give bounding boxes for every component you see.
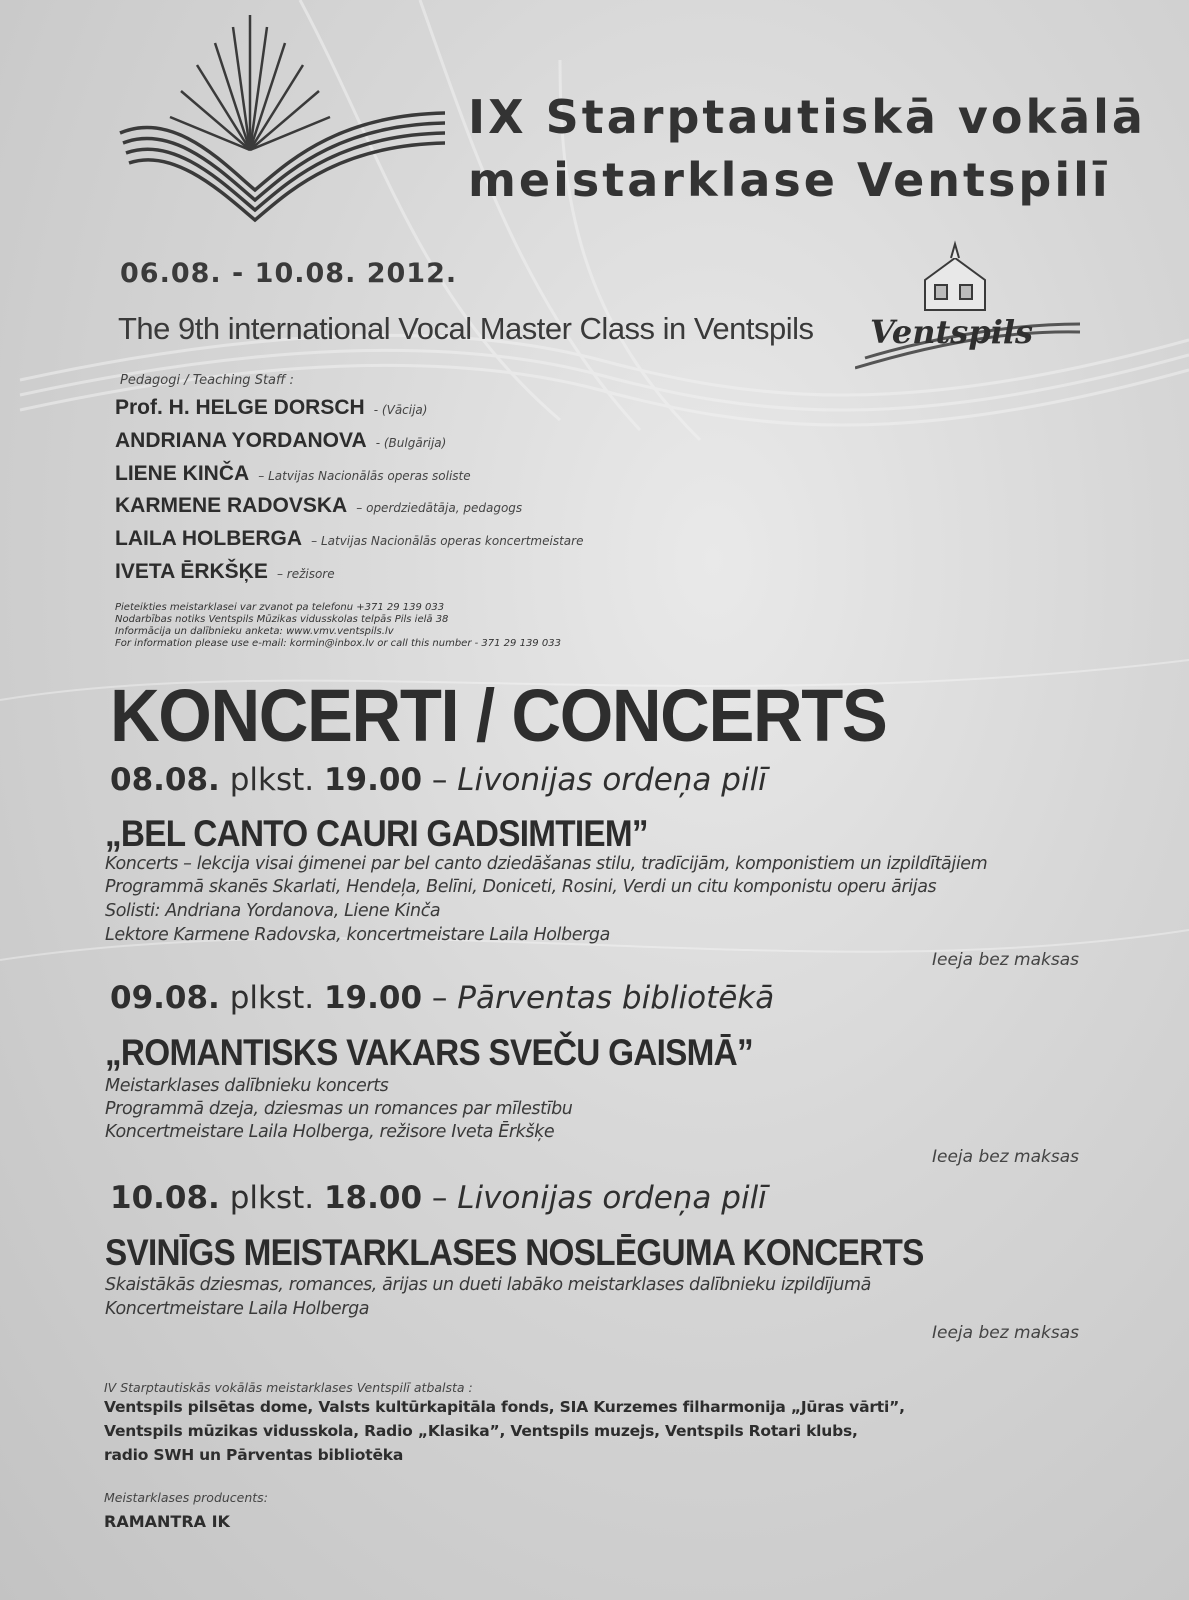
concert-2-desc-line: Programmā dzeja, dziesmas un romances par mīlestību	[105, 1099, 573, 1119]
ventspils-logo-text: Ventspils	[870, 313, 1034, 351]
staff-member	[115, 494, 522, 518]
producer-name: RAMANTRA IK	[104, 1512, 230, 1531]
concert-3-when	[110, 1180, 767, 1216]
concert-1-desc-line: Solisti: Andriana Yordanova, Liene Kinča	[105, 901, 441, 921]
concert-1-title: „BEL CANTO CAURI GADSIMTIEM”	[105, 813, 648, 854]
supporters-line: radio SWH un Pārventas bibliotēka	[104, 1446, 404, 1464]
info-line: Pieteikties meistarklasei var zvanot pa telefonu +371 29 139 033	[115, 602, 445, 613]
concert-place: Livonijas ordeņa pilī	[457, 762, 767, 798]
concert-plkst: plkst.	[229, 1180, 315, 1216]
concert-2-desc-line: Meistarklases dalībnieku koncerts	[105, 1076, 389, 1096]
concert-place: Pārventas bibliotēkā	[457, 980, 775, 1016]
concert-plkst: plkst.	[229, 762, 315, 798]
staff-member	[115, 429, 446, 453]
staff-name: IVETA ĒRKŠĶE	[115, 560, 268, 583]
concert-3-desc-line: Skaistākās dziesmas, romances, ārijas un dueti labāko meistarklases dalībnieku izpildījumā	[105, 1275, 871, 1295]
concert-2-desc-line: Koncertmeistare Laila Holberga, režisore Iveta Ērkšķe	[105, 1122, 555, 1142]
staff-member	[115, 560, 335, 584]
concert-2-free-entry: Ieeja bez maksas	[931, 1147, 1079, 1167]
concert-3-desc-line: Koncertmeistare Laila Holberga	[105, 1299, 370, 1319]
title-line-1: IX Starptautiskā vokālā	[468, 90, 1146, 144]
concert-1-desc-line: Koncerts – lekcija visai ģimenei par bel canto dziedāšanas stilu, tradīcijām, komponistiem un izpildītājiem	[105, 854, 988, 874]
concert-time: 19.00	[323, 980, 423, 1016]
staff-heading: Pedagogi / Teaching Staff :	[120, 373, 294, 388]
concert-2-title: „ROMANTISKS VAKARS SVEČU GAISMĀ”	[105, 1032, 753, 1073]
concert-date: 10.08.	[110, 1180, 220, 1216]
event-dates: 06.08. - 10.08. 2012.	[120, 258, 458, 289]
subtitle-english: The 9th international Vocal Master Class in Ventspils	[118, 311, 814, 346]
staff-name: Prof. H. HELGE DORSCH	[115, 396, 365, 419]
staff-name: LAILA HOLBERGA	[115, 527, 303, 550]
concert-3-free-entry: Ieeja bez maksas	[931, 1323, 1079, 1343]
info-line: For information please use e-mail: kormin@inbox.lv or call this number - 371 29 139 033	[115, 638, 561, 649]
concert-1-when	[110, 762, 767, 798]
concert-plkst: plkst.	[229, 980, 315, 1016]
title-line-2: meistarklase Ventspilī	[468, 153, 1111, 207]
staff-role: – Latvijas Nacionālās operas soliste	[258, 469, 471, 483]
staff-name: ANDRIANA YORDANOVA	[115, 429, 367, 452]
staff-member	[115, 462, 471, 486]
supporters-heading: IV Starptautiskās vokālās meistarklases Ventspilī atbalsta :	[104, 1380, 473, 1395]
concert-date: 09.08.	[110, 980, 220, 1016]
staff-member	[115, 396, 427, 420]
staff-role: – operdziedātāja, pedagogs	[356, 501, 523, 515]
concert-date: 08.08.	[110, 762, 220, 798]
concert-1-desc-line: Programmā skanēs Skarlati, Hendeļa, Belīni, Doniceti, Rosini, Verdi un citu komponistu operu ārijas	[105, 877, 937, 897]
concert-time: 19.00	[323, 762, 423, 798]
concert-2-when	[110, 980, 774, 1016]
concerts-heading: KONCERTI / CONCERTS	[110, 674, 887, 757]
concert-dash: –	[431, 980, 448, 1016]
concert-1-free-entry: Ieeja bez maksas	[931, 950, 1079, 970]
concert-time: 18.00	[323, 1180, 423, 1216]
staff-role: – režisore	[276, 567, 335, 581]
masterclass-logo	[115, 15, 445, 225]
staff-role: – Latvijas Nacionālās operas koncertmeistare	[311, 534, 584, 548]
staff-role: - (Bulgārija)	[375, 436, 447, 450]
concert-3-title: SVINĪGS MEISTARKLASES NOSLĒGUMA KONCERTS	[105, 1232, 924, 1273]
producer-heading: Meistarklases producents:	[104, 1490, 268, 1505]
concert-dash: –	[431, 1180, 448, 1216]
staff-name: LIENE KINČA	[115, 462, 250, 485]
supporters-line: Ventspils pilsētas dome, Valsts kultūrkapitāla fonds, SIA Kurzemes filharmonija „Jūras vārti”,	[104, 1398, 905, 1416]
ventspils-city-logo	[855, 240, 1085, 380]
staff-name: KARMENE RADOVSKA	[115, 494, 348, 517]
info-line: Informācija un dalībnieku anketa: www.vmv.ventspils.lv	[115, 626, 394, 637]
staff-role: - (Vācija)	[373, 403, 428, 417]
concert-place: Livonijas ordeņa pilī	[457, 1180, 767, 1216]
staff-member	[115, 527, 583, 551]
info-line: Nodarbības notiks Ventspils Mūzikas vidusskolas telpās Pils ielā 38	[115, 614, 449, 625]
concert-dash: –	[431, 762, 448, 798]
supporters-line: Ventspils mūzikas vidusskola, Radio „Klasika”, Ventspils muzejs, Ventspils Rotari klubs,	[104, 1422, 858, 1440]
concert-1-desc-line: Lektore Karmene Radovska, koncertmeistare Laila Holberga	[105, 925, 610, 945]
